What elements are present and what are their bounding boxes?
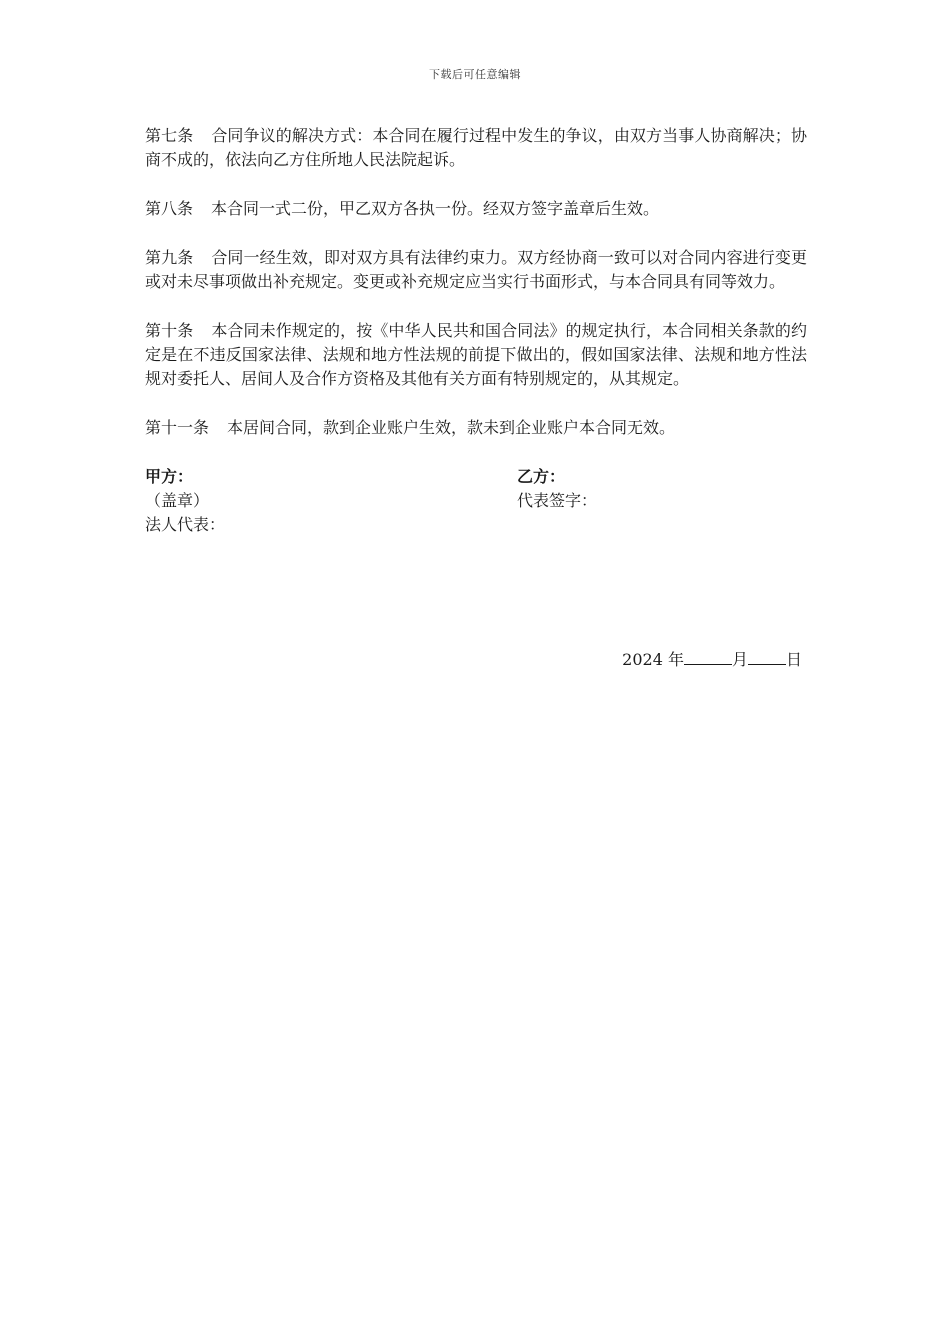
clause-7 [145, 124, 807, 172]
clause-number: 第十条 [145, 321, 194, 340]
clause-text: 合同一经生效，即对双方具有法律约束力。双方经协商一致可以对合同内容进行变更或对未尽事项做出补充规定。变更或补充规定应当实行书面形式，与本合同具有同等效力。 [145, 248, 807, 291]
clause-11 [145, 416, 807, 440]
date-year: 2024 年 [622, 650, 684, 669]
clause-8 [145, 197, 807, 221]
month-blank [684, 647, 732, 665]
party-a-rep: 法人代表： [145, 515, 226, 534]
party-b-block [517, 465, 597, 513]
clause-number: 第九条 [145, 248, 194, 267]
header-note: 下载后可任意编辑 [429, 68, 521, 81]
contract-body [145, 124, 807, 545]
clause-text: 本合同一式二份，甲乙双方各执一份。经双方签字盖章后生效。 [211, 199, 660, 218]
signature-block [145, 465, 807, 545]
party-a-block [145, 465, 225, 537]
clause-number: 第八条 [145, 199, 194, 218]
party-a-seal: （盖章） [145, 491, 210, 510]
date-day: 日 [785, 650, 802, 669]
party-b-title: 乙方： [517, 467, 566, 486]
day-blank [748, 647, 786, 665]
clause-text: 本居间合同，款到企业账户生效，款未到企业账户本合同无效。 [227, 418, 676, 437]
clause-9 [145, 246, 807, 294]
clause-text: 本合同未作规定的，按《中华人民共和国合同法》的规定执行，本合同相关条款的约定是在不违反国家法律、法规和地方性法规的前提下做出的，假如国家法律、法规和地方性法规对委托人、居间人及合作方资格及其他有关方面有特别规定的，从其规定。 [145, 321, 807, 388]
date-month: 月 [731, 650, 748, 669]
clause-number: 第七条 [145, 126, 194, 145]
date-line [622, 647, 802, 672]
clause-number: 第十一条 [145, 418, 210, 437]
party-b-sign: 代表签字： [517, 491, 598, 510]
clause-10 [145, 319, 807, 391]
party-a-title: 甲方： [145, 467, 194, 486]
clause-text: 合同争议的解决方式：本合同在履行过程中发生的争议，由双方当事人协商解决；协商不成的，依法向乙方住所地人民法院起诉。 [145, 126, 807, 169]
